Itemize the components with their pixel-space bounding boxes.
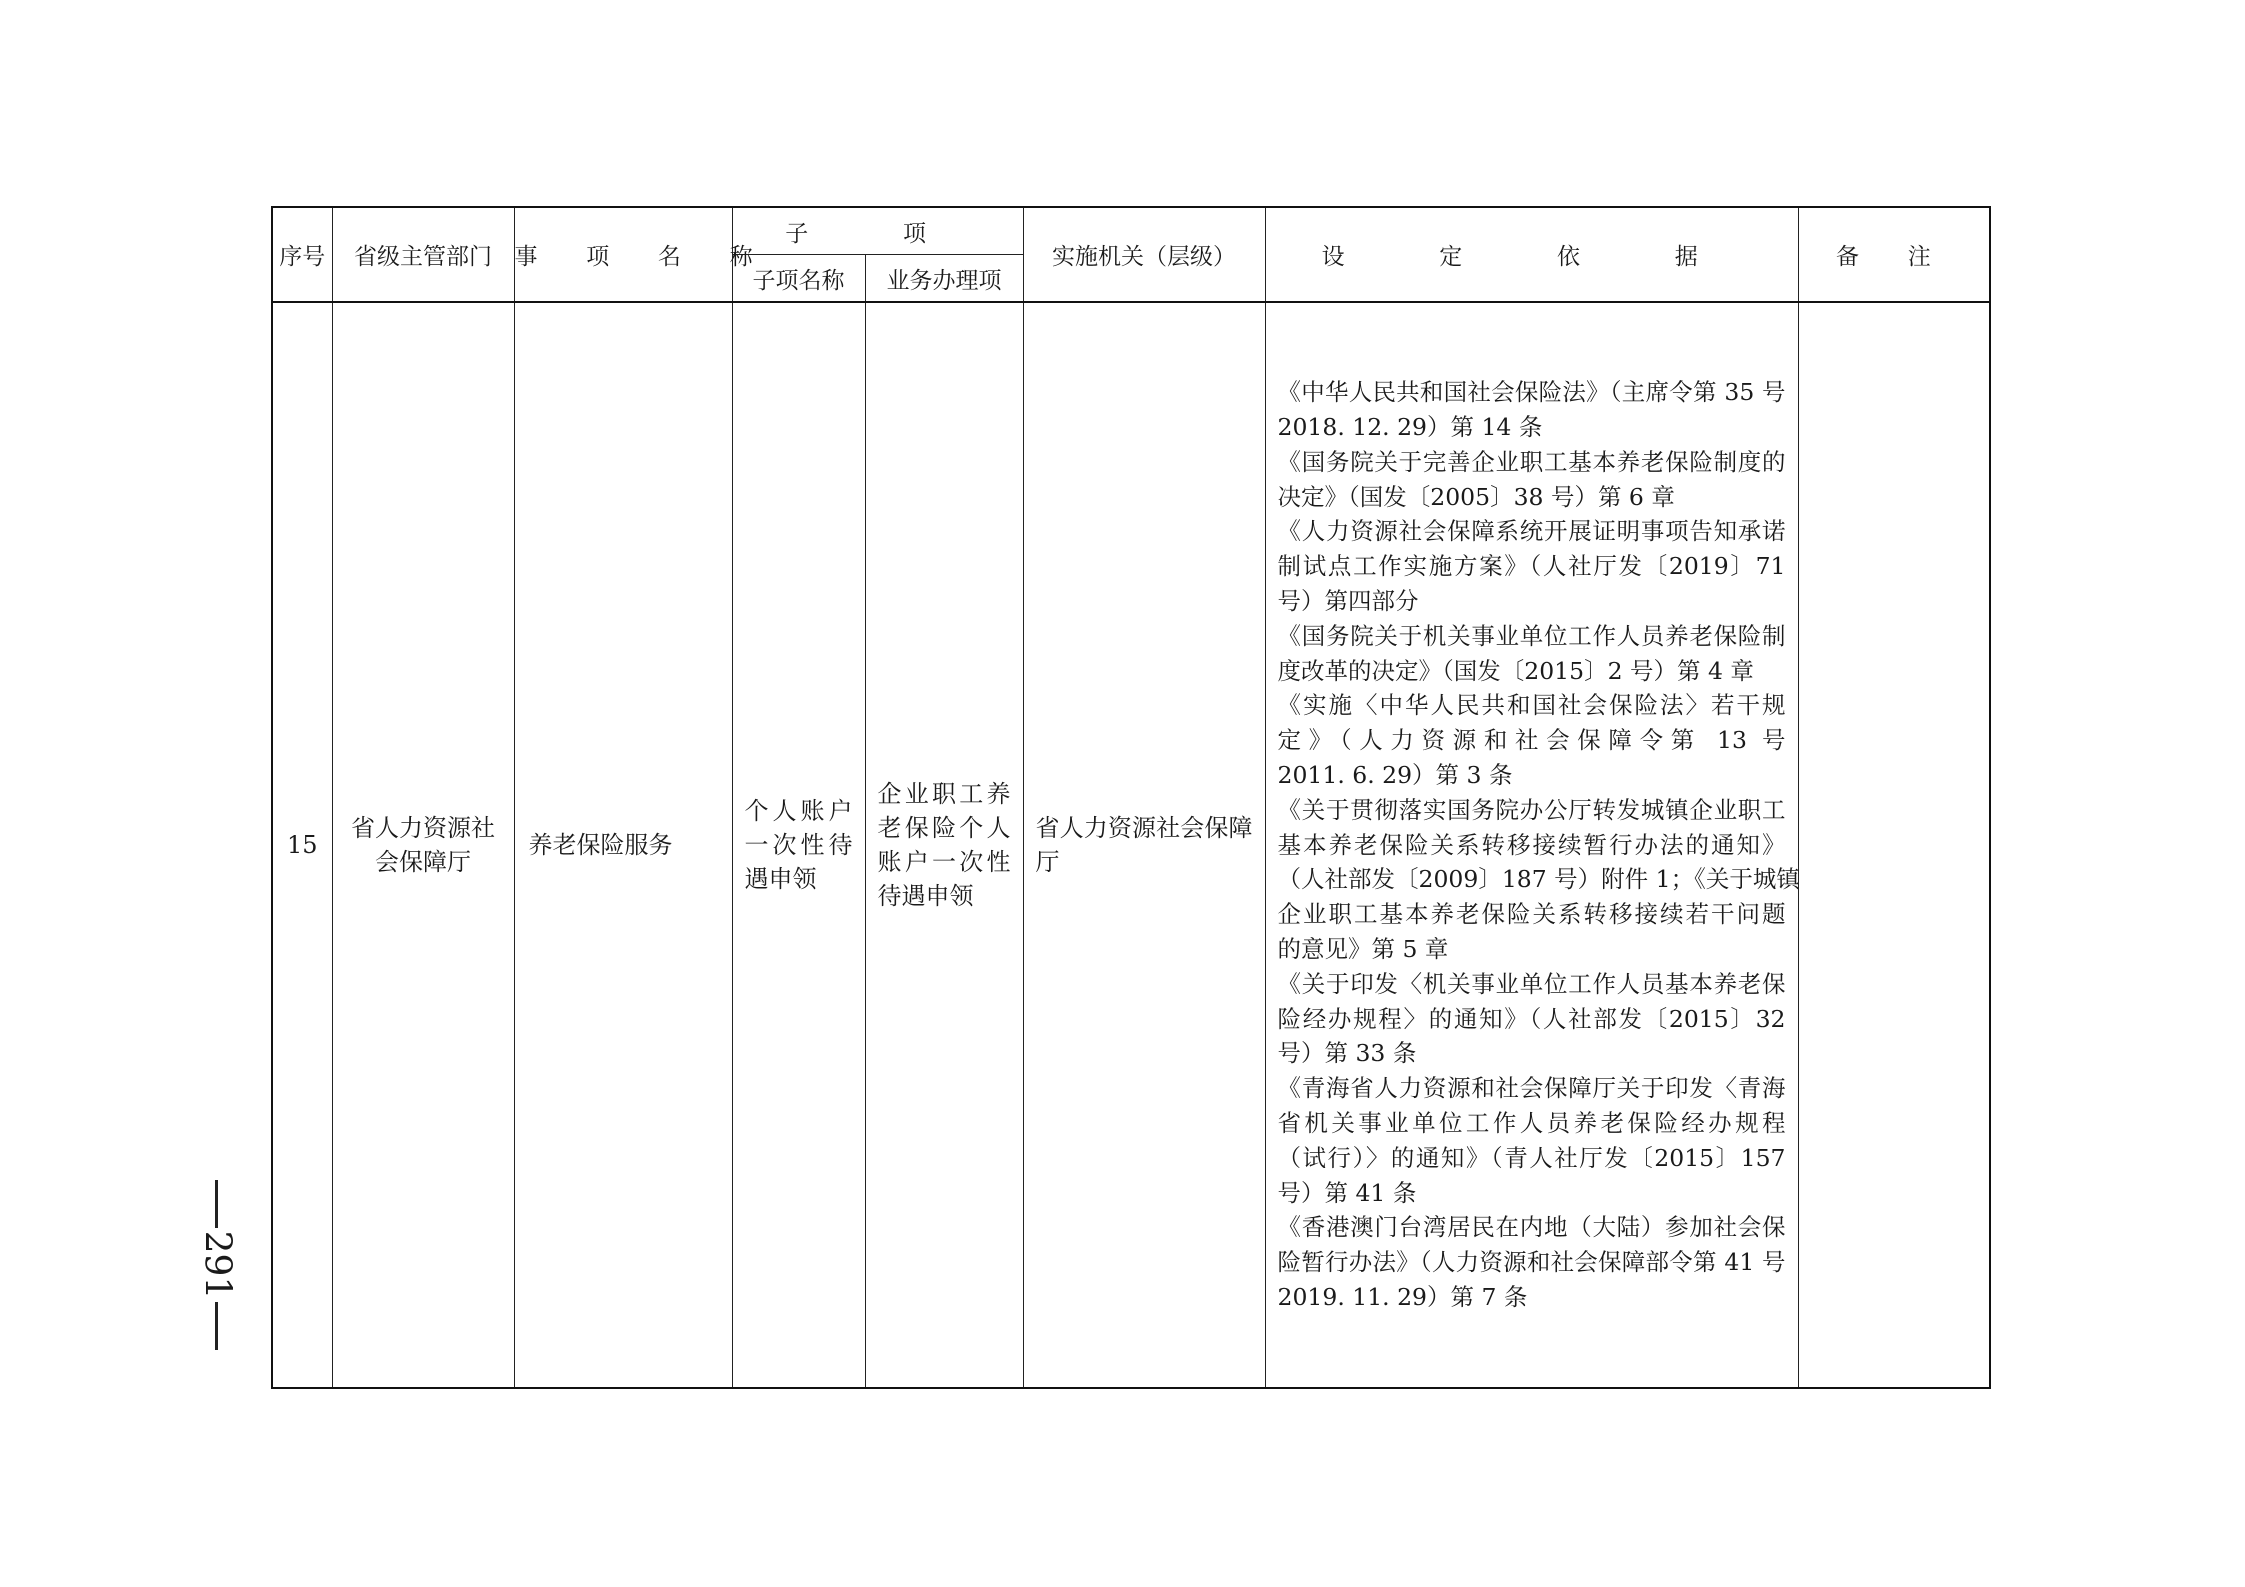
cell-item-name: 养老保险服务 <box>514 302 732 1388</box>
basis-line: 2018. 12. 29）第 14 条 <box>1277 413 1543 442</box>
header-sub-item-name: 子项名称 <box>732 255 865 303</box>
basis-line: 2019. 11. 29）第 7 条 <box>1277 1282 1528 1311</box>
basis-line: （试行）〉的通知》（青人社厅发〔2015〕157 <box>1277 1143 1786 1172</box>
permission-table <box>271 206 1991 1389</box>
basis-line: 《国务院关于机关事业单位工作人员养老保险制 <box>1277 621 1786 650</box>
basis-line: 号）第 33 条 <box>1277 1039 1417 1068</box>
basis-line: 《中华人民共和国社会保险法》（主席令第 35 号 <box>1277 378 1786 407</box>
header-remarks: 备 注 <box>1798 207 1990 302</box>
header-business-item: 业务办理项 <box>865 255 1023 303</box>
basis-line: 《青海省人力资源和社会保障厅关于印发〈青海 <box>1277 1074 1786 1103</box>
basis-line: 险暂行办法》（人力资源和社会保障部令第 41 号 <box>1277 1248 1786 1277</box>
page-number-dash-top <box>215 1180 218 1228</box>
header-basis: 设 定 依 据 <box>1265 207 1798 302</box>
page-number-dash-bottom <box>215 1302 218 1350</box>
basis-text <box>1277 375 1800 1315</box>
basis-line: 省机关事业单位工作人员养老保险经办规程 <box>1277 1108 1786 1137</box>
header-row-1 <box>272 207 1990 255</box>
header-item-name: 事 项 名 称 <box>514 207 732 302</box>
basis-line: 号）第四部分 <box>1277 587 1419 616</box>
basis-line: （人社部发〔2009〕187 号）附件 1；《关于城镇 <box>1277 865 1800 894</box>
basis-line: 2011. 6. 29）第 3 条 <box>1277 761 1513 789</box>
basis-line: 《香港澳门台湾居民在内地（大陆）参加社会保 <box>1277 1213 1786 1242</box>
basis-line: 基本养老保险关系转移接续暂行办法的通知》 <box>1277 830 1786 859</box>
table-row <box>272 302 1990 1388</box>
basis-line: 《实施〈中华人民共和国社会保险法〉若干规 <box>1277 691 1786 720</box>
header-agency: 实施机关（层级） <box>1023 207 1265 302</box>
cell-basis <box>1265 302 1798 1388</box>
cell-sub-item-name: 个人账户一次性待遇申领 <box>732 302 865 1388</box>
basis-line: 号）第 41 条 <box>1277 1178 1417 1207</box>
header-sub-item-group: 子 项 <box>732 207 1023 255</box>
basis-line: 的意见》第 5 章 <box>1277 934 1449 963</box>
page-number-value: 291 <box>196 1230 237 1300</box>
cell-department: 省人力资源社会保障厅 <box>332 302 514 1388</box>
basis-line: 企业职工基本养老保险关系转移接续若干问题 <box>1277 900 1786 929</box>
header-department: 省级主管部门 <box>332 207 514 302</box>
basis-line: 《国务院关于完善企业职工基本养老保险制度的 <box>1277 447 1786 476</box>
basis-line: 险经办规程〉的通知》（人社部发〔2015〕32 <box>1277 1004 1786 1033</box>
cell-business-item: 企业职工养老保险个人账户一次性待遇申领 <box>865 302 1023 1388</box>
basis-line: 《关于贯彻落实国务院办公厅转发城镇企业职工 <box>1277 795 1786 824</box>
basis-line: 定》（人力资源和社会保障令第 13 号 <box>1277 726 1786 755</box>
cell-agency: 省人力资源社会保障厅 <box>1023 302 1265 1388</box>
basis-line: 《人力资源社会保障系统开展证明事项告知承诺 <box>1277 517 1786 546</box>
cell-no: 15 <box>272 302 332 1388</box>
basis-line: 度改革的决定》（国发〔2015〕2 号）第 4 章 <box>1277 656 1754 685</box>
header-no: 序号 <box>272 207 332 302</box>
page-number <box>186 1180 246 1350</box>
basis-line: 《关于印发〈机关事业单位工作人员基本养老保 <box>1277 969 1786 998</box>
basis-line: 决定》（国发〔2005〕38 号）第 6 章 <box>1277 482 1675 511</box>
cell-remarks <box>1798 302 1990 1388</box>
basis-line: 制试点工作实施方案》（人社厅发〔2019〕71 <box>1277 552 1786 581</box>
